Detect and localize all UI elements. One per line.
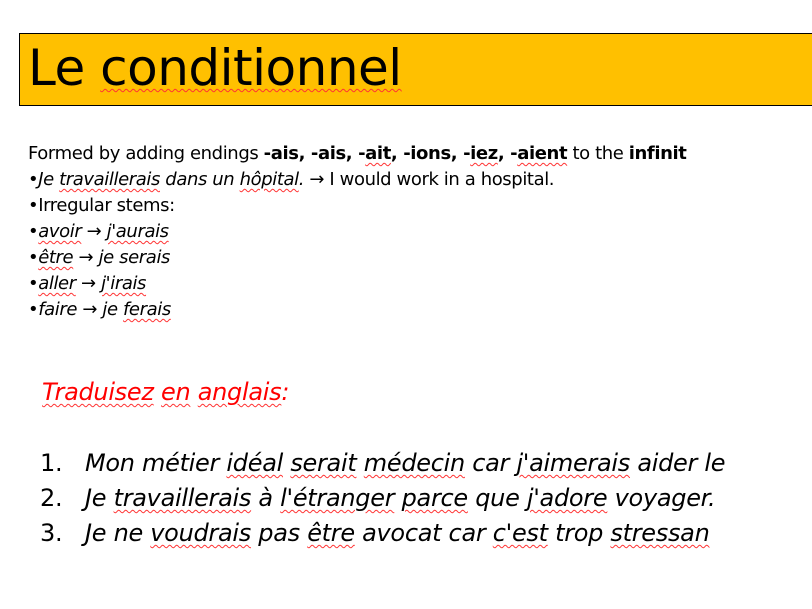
irregular-item: •aller → j'irais [28, 273, 147, 294]
title-word-conditionnel: conditionnel [100, 39, 402, 97]
irregular-heading: •Irregular stems: [28, 195, 175, 216]
example-line: •Je travaillerais dans un hôpital. → I would work in a hospital. [28, 169, 555, 190]
irregular-item: •être → je serais [28, 247, 171, 268]
verb: faire [38, 299, 78, 320]
ending-4: -ions [403, 143, 451, 164]
grammar-notes [28, 141, 812, 323]
arrow-icon: → [304, 169, 330, 190]
ending-2: -ais [310, 143, 346, 164]
conditional-form: ferais [123, 299, 171, 320]
irregular-item: •avoir → j'aurais [28, 221, 169, 242]
rule-infinitive: infinit [628, 143, 687, 164]
ending-3: ait [365, 143, 391, 164]
slide-title [28, 36, 402, 100]
sentence-text: Je travaillerais à l'étranger parce que j'adore voyager. [85, 484, 716, 512]
verb: avoir [38, 221, 82, 242]
title-box [19, 33, 812, 106]
conditional-form: j'irais [101, 273, 147, 294]
verb: aller [38, 273, 76, 294]
irregular-item: •faire → je ferais [28, 299, 171, 320]
sentence-item: 1. Mon métier idéal serait médecin car j'aimerais aider le [40, 446, 812, 481]
example-english: I would work in a hospital. [329, 169, 555, 190]
ending-6: aient [517, 143, 568, 164]
ending-5: iez [470, 143, 498, 164]
rule-suffix: to the [567, 143, 629, 164]
sentence-text: Mon métier idéal serait médecin car j'aimerais aider le [85, 449, 726, 477]
conditional-form: je serais [98, 247, 171, 268]
ending-1: -ais [263, 143, 299, 164]
sentence-item: 3. Je ne voudrais pas être avocat car c'est trop stressan [40, 516, 812, 551]
conditional-form: j'aurais [106, 221, 169, 242]
exercise-title: Traduisez en anglais: [42, 378, 290, 406]
title-word-le: Le [28, 39, 101, 97]
verb: être [38, 247, 74, 268]
rule-line: Formed by adding endings -ais, -ais, -ait, -ions, -iez, -aient to the infinit [28, 143, 687, 164]
example-french: Je travaillerais dans un hôpital. [38, 169, 305, 190]
exercise-sentences [40, 446, 812, 551]
sentence-text: Je ne voudrais pas être avocat car c'est trop stressan [85, 519, 710, 547]
rule-prefix: Formed by adding endings [28, 143, 264, 164]
sentence-item: 2. Je travaillerais à l'étranger parce que j'adore voyager. [40, 481, 812, 516]
